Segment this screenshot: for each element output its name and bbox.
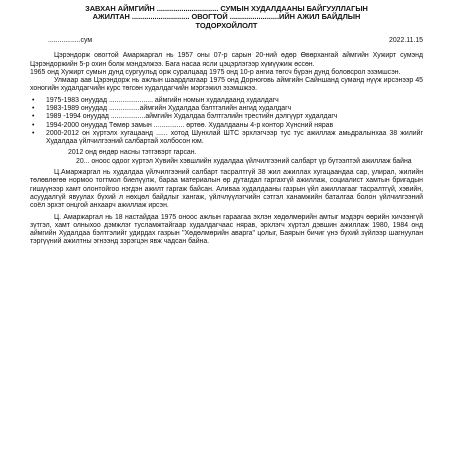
current-work-note: 20... оноос одоог хүртэл Хувийн хэвшлийн худалдаа үйлчилгээний салбарт үр бүтээлтэй ажиллаж байна: [76, 157, 412, 165]
header-line-3: ТОДОРХОЙЛОЛТ: [195, 20, 258, 30]
career-item: • 1989 -1994 онуудад ..................аймгийн Худалдаа бэлтгэлийн трестийн дэлгүүрт худалдагч: [30, 113, 423, 121]
career-item: • 1983-1989 онуудад ................аймгийн Худалдаа бэлтгэлийн ангид худалдагч: [30, 105, 423, 113]
career-item: • 1994-2000 онуудад Төмөр замын ................ өртөө. Худалдааны 4-р контор Хүнсний нярав: [30, 122, 423, 130]
header-line-2: АЖИЛТАН ............................ ОВОГТОЙ ........................ИЙН АЖИЛ БАЙДЛЫН: [92, 12, 361, 22]
paragraph-training: Улмаар аав Цэрэндорж нь ажлын шаардлагаар 1975 онд Дорноговь аймгийн Сайншанд суманд нүүж ирсэнээр 45 хоногийн худалдагчийн курс төгсөн худалдагчийн мэргэжил эзэмшжээ.: [30, 77, 423, 93]
paragraph-awards: Ц. Амаржаргал нь 18 настайдаа 1975 оноос ажлын гараагаа эхлэн хөдөлмөрийн амтыг мэдэрч өөрийн хичээнгүй зүтгэл, хамт олныхоо дэмжлэг тусламжтайгаар худалдагчаас нярав, эрхлэгч хүртэл дэвшин ажиллаж 1980, 1984 онд аймгийн Худалдаа бэлтгэлийг удирдах газрын "Хөдөлмөрийн аварга" цолыг, Баярын бичиг үнэ бүхий зүйлээр шагнуулан тэргүүний ажилтны эгнээнд зэрэгцэн явж чадсан байна.: [30, 213, 423, 246]
place-field: .................сум: [48, 37, 93, 45]
date-line: [30, 37, 423, 46]
document-date: 2022.11.15: [389, 37, 423, 45]
paragraph-achievements: Ц.Амаржаргал нь худалдаа үйлчилгээний салбарт тасралтгүй 38 жил ажиллах хугацаандаа сар, улирал, жилийн төлөвлөгөө нормоо тогтмол биелүүлж, бараа материалын өр дутагдал гаргахгүй ажиллаж, социалист хамтын бригадын гишүүнээр хамт олонтойгоо нэгдэн ажилт гаргаж байсан. Аливаа худалдааны газрын үйл ажиллагааг тасралтгүй, хэвийн, асуудалгүй явуулах бүхий л нөхцөл байдлыг хангаж, үйлчлүүлэгчийн сэтгэл ханамжийн баталгаа болон үйлчилгээний соёл эрхэт онцгой анхаарч ажиллаж ирсэн.: [30, 169, 423, 210]
paragraph-birth: Цэрэндорж овогтой Амаржаргал нь 1957 оны 07-р сарын 20-ний өдөр Өвөрхангай аймгийн Хужирт сумэнд Цэрэндоржийн 5-р охин болж мэндэлжээ. Бага насаа ясли цэцэрлэгээр хүмүүжиж өссөн.: [30, 52, 423, 68]
header-line-1: ЗАВХАН АЙМГИЙН .............................. СУМЫН ХУДАЛДААНЫ БАЙГУУЛЛАГЫН: [85, 4, 368, 13]
career-item: • 1975-1983 онуудад ....................... аймгийн номын худалдаанд худалдагч: [30, 97, 423, 105]
paragraph-education: 1965 онд Хужирт сумын дунд сургуульд орж суралцаад 1975 онд 10-р ангиа төгсч бүрэн дунд боловсрол эзэмшсэн.: [30, 68, 401, 76]
retirement-note: 2012 онд өндөр насны тэтгэвэрт гарсан.: [68, 149, 197, 157]
career-item: • 2000-2012 он хүртэлх хугацаанд ...... хотод Шунхлай ШТС эрхлэгчээр тус тус ажиллаж амьдралынхаа 38 жилийг Худалдаа үйлчилгээний салбартай холбосон юм.: [30, 130, 423, 147]
career-list: [30, 97, 423, 147]
document-header: [30, 5, 423, 30]
